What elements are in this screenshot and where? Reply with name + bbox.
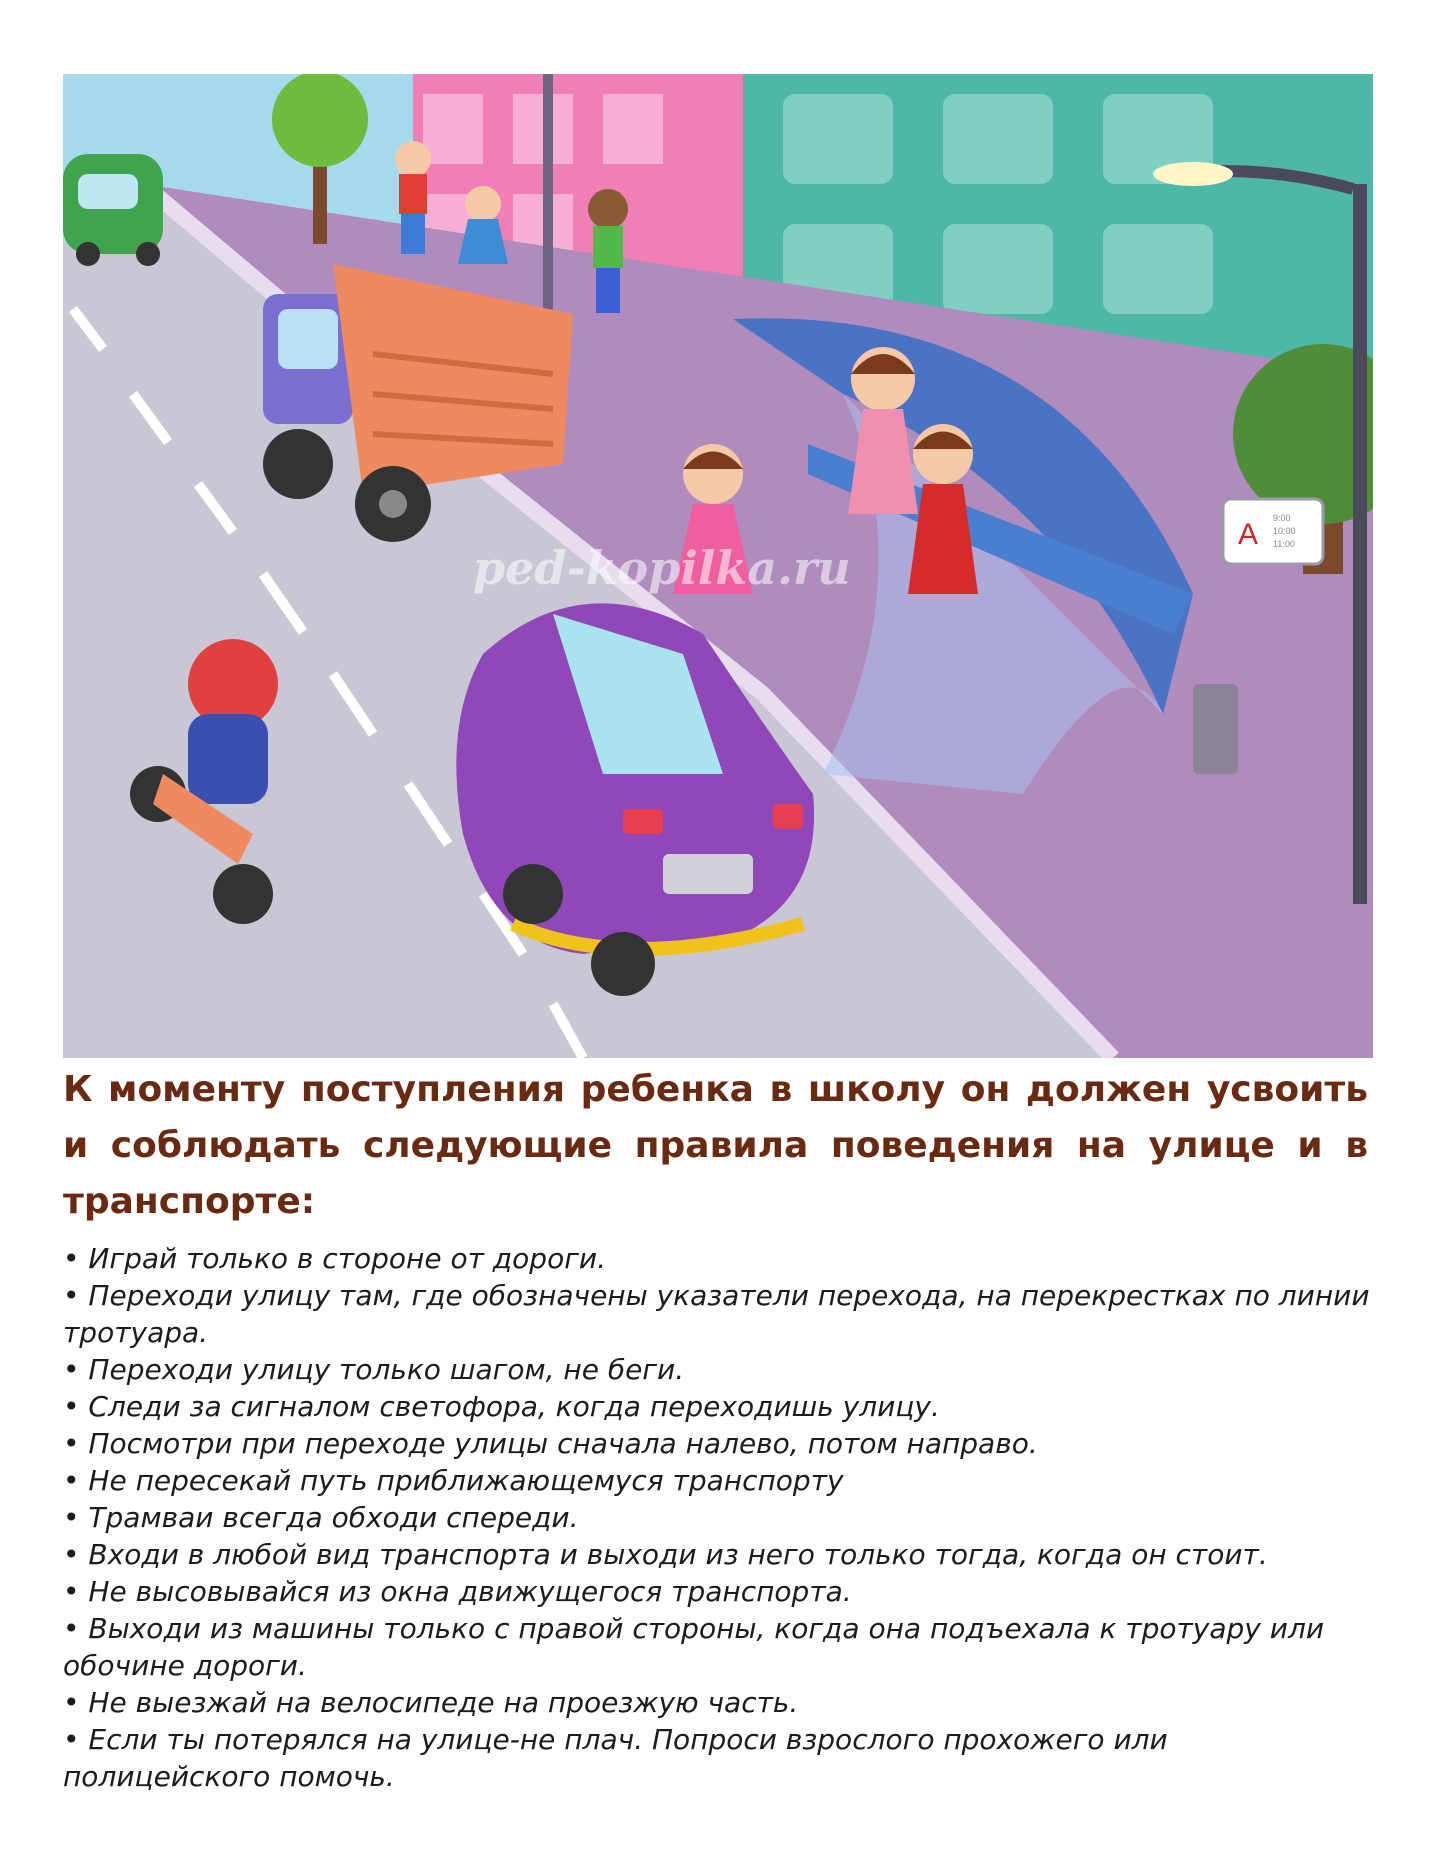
rule-item [63, 1425, 1373, 1462]
rule-text: Не высовывайся из окна движущегося транспорта. [88, 1575, 852, 1608]
green-car [63, 154, 163, 266]
rule-item [63, 1499, 1373, 1536]
page-heading: К моменту поступления ребенка в школу он должен усвоить и соблюдать следующие правила поведения на улице и в транспорте: [63, 1069, 1368, 1222]
rule-item [63, 1573, 1373, 1610]
bullet: • [63, 1612, 80, 1645]
rule-item [63, 1388, 1373, 1425]
rule-item [63, 1351, 1373, 1388]
bullet: • [63, 1723, 80, 1756]
watermark: ped-kopilka.ru [473, 541, 851, 595]
bullet: • [63, 1686, 80, 1719]
trash-bin [1193, 684, 1238, 774]
bus-stop-time: 10:00 [1273, 526, 1296, 536]
bullet: • [63, 1242, 80, 1275]
rule-text: Следи за сигналом светофора, когда переходишь улицу. [88, 1390, 940, 1423]
rule-item [63, 1684, 1373, 1721]
bullet: • [63, 1427, 80, 1460]
street-safety-illustration [63, 74, 1373, 1058]
bus-stop-letter: A [1238, 518, 1259, 551]
street-lamp [1153, 162, 1233, 186]
rule-text: Трамваи всегда обходи спереди. [88, 1501, 579, 1534]
rule-text: Не пересекай путь приближающемуся транспорту [88, 1464, 844, 1497]
tree [272, 74, 368, 167]
street-scene [63, 74, 1373, 1058]
rule-text: Переходи улицу только шагом, не беги. [88, 1353, 685, 1386]
bus-stop-time: 9:00 [1273, 513, 1291, 523]
bullet: • [63, 1279, 80, 1312]
rule-item [63, 1462, 1373, 1499]
rule-item [63, 1536, 1373, 1573]
bullet: • [63, 1575, 80, 1608]
rule-text: Если ты потерялся на улице-не плач. Попроси взрослого прохожего или полицейского помочь. [63, 1723, 1168, 1793]
rule-item [63, 1277, 1373, 1351]
rule-item [63, 1610, 1373, 1684]
rule-text: Играй только в стороне от дороги. [88, 1242, 607, 1275]
bullet: • [63, 1501, 80, 1534]
rule-item [63, 1240, 1373, 1277]
rule-text: Входи в любой вид транспорта и выходи из него только тогда, когда он стоит. [88, 1538, 1268, 1571]
street-lamp [543, 74, 553, 324]
bullet: • [63, 1353, 80, 1386]
bullet: • [63, 1464, 80, 1497]
rule-text: Переходи улицу там, где обозначены указатели перехода, на перекрестках по линии тротуара. [63, 1279, 1370, 1349]
rule-item [63, 1721, 1373, 1795]
bullet: • [63, 1390, 80, 1423]
rules-list [63, 1240, 1373, 1795]
rule-text: Выходи из машины только с правой стороны, когда она подъехала к тротуару или обочине дороги. [63, 1612, 1325, 1682]
bullet: • [63, 1538, 80, 1571]
rule-text: Посмотри при переходе улицы сначала налево, потом направо. [88, 1427, 1038, 1460]
bus-stop-time: 11:00 [1273, 539, 1295, 549]
rule-text: Не выезжай на велосипеде на проезжую часть. [88, 1686, 799, 1719]
